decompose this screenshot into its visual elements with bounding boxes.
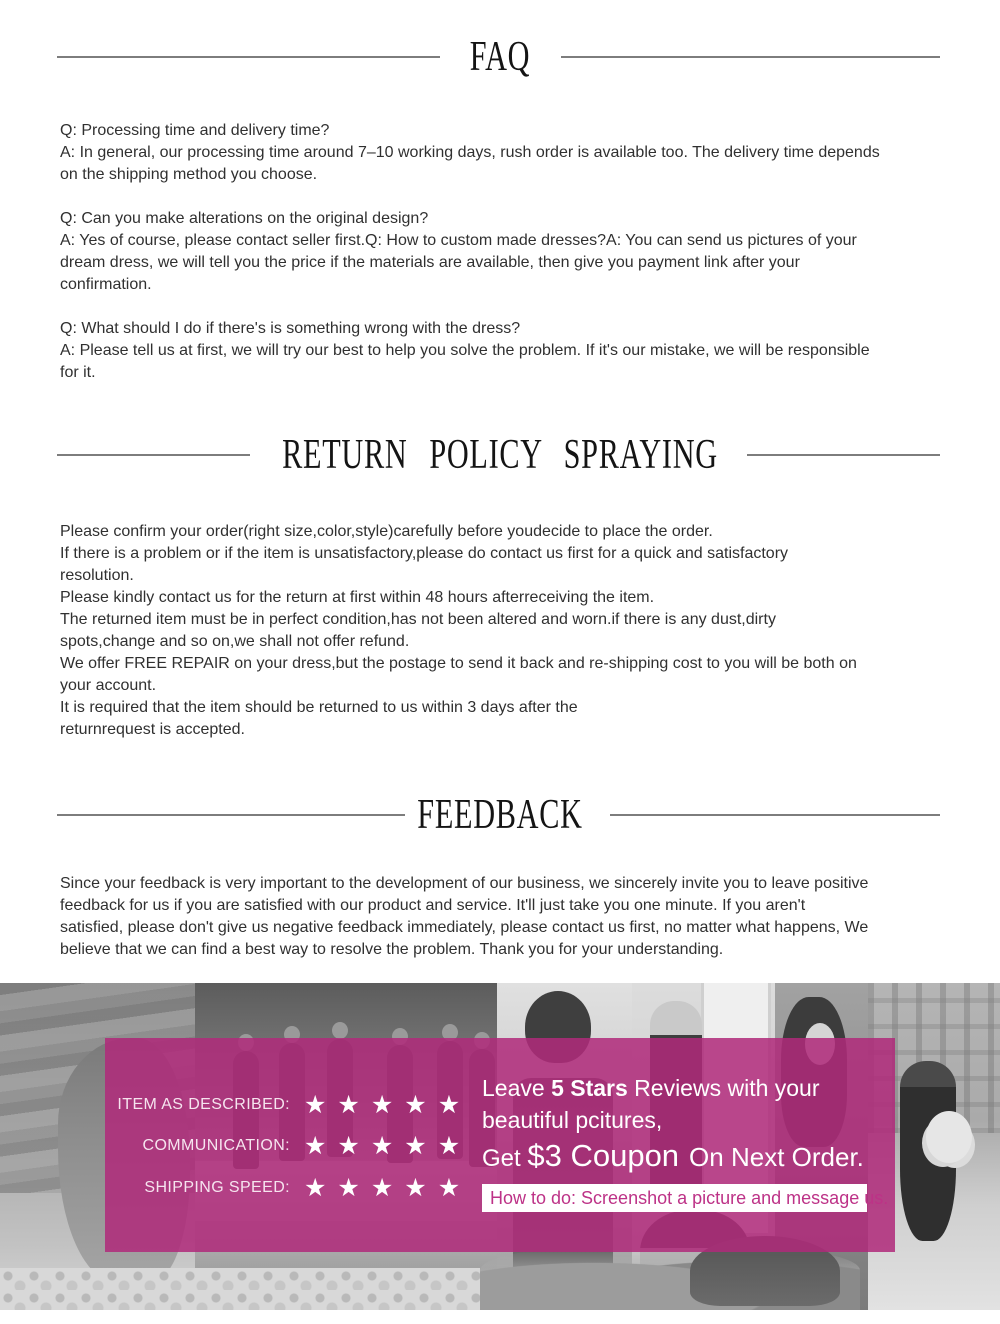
- coupon-amount: $3 Coupon: [527, 1138, 680, 1173]
- text-line: your account.: [60, 677, 157, 694]
- star-icon: ★: [304, 1091, 338, 1119]
- divider-line: [561, 56, 940, 58]
- star-icon: ★: [404, 1174, 438, 1202]
- five-star-rating: [304, 1090, 471, 1120]
- promo-text: Reviews with your: [627, 1075, 820, 1101]
- text-line: A: In general, our processing time around 7–10 working days, rush order is available too. The delivery time depends: [60, 144, 880, 161]
- divider-line: [747, 454, 940, 456]
- promo-text: Get: [482, 1145, 528, 1172]
- star-icon: ★: [370, 1174, 405, 1202]
- text-line: believe that we can find a best way to resolve the problem. Thank you for your understanding.: [60, 941, 724, 958]
- return-policy-text: [60, 521, 857, 741]
- text-line: Q: What should I do if there's is something wrong with the dress?: [60, 320, 521, 337]
- review-overlay-panel: [105, 1038, 895, 1252]
- promo-line-1: [482, 1072, 864, 1104]
- rating-row-communication: [105, 1131, 471, 1161]
- text-line: dream dress, we will tell you the price if the materials are available, then give you payment link after your: [60, 254, 800, 271]
- promo-banner: [0, 983, 1000, 1310]
- text-line: Please kindly contact us for the return at first within 48 hours afterreceiving the item.: [60, 589, 655, 606]
- pebble-ground-texture: [0, 1268, 480, 1310]
- promo-line-3: [482, 1136, 864, 1179]
- star-icon: ★: [437, 1091, 472, 1119]
- rating-row-item-as-described: [105, 1090, 471, 1120]
- star-icon: ★: [404, 1132, 438, 1160]
- feedback-text: [60, 873, 868, 961]
- star-icon: ★: [370, 1091, 405, 1119]
- faq-paragraph-2: [60, 208, 857, 296]
- star-icon: ★: [337, 1091, 371, 1119]
- howto-instruction-box: How to do: Screenshot a picture and message us.: [482, 1184, 867, 1212]
- text-line: Please confirm your order(right size,color,style)carefully before youdecide to place the order.: [60, 523, 713, 540]
- text-line: feedback for us if you are satisfied with our product and service. It'll just take you one minute. If you aren't: [60, 897, 806, 914]
- promo-line-2: beautiful pcitures,: [482, 1107, 663, 1133]
- return-policy-heading: [0, 433, 1000, 479]
- text-line: A: Please tell us at first, we will try our best to help you solve the problem. If it's our mistake, we will be responsible: [60, 342, 870, 359]
- divider-line: [57, 454, 250, 456]
- text-line: Since your feedback is very important to the development of our business, we sincerely invite you to leave positive: [60, 875, 869, 892]
- text-line: A: Yes of course, please contact seller first.Q: How to custom made dresses?A: You can send us pictures of your: [60, 232, 857, 249]
- bouquet-shape: [926, 1111, 972, 1163]
- return-policy-title: RETURN POLICY SPRAYING: [282, 432, 718, 478]
- text-line: resolution.: [60, 567, 134, 584]
- text-line: on the shipping method you choose.: [60, 166, 318, 183]
- text-line: returnrequest is accepted.: [60, 721, 245, 738]
- faq-paragraph-3: [60, 318, 870, 384]
- star-icon: ★: [304, 1132, 338, 1160]
- divider-line: [57, 814, 405, 816]
- text-line: Q: Can you make alterations on the original design?: [60, 210, 429, 227]
- star-icon: ★: [437, 1174, 472, 1202]
- text-line: We offer FREE REPAIR on your dress,but the postage to send it back and re-shipping cost to you will be both on: [60, 655, 857, 672]
- rating-label: SHIPPING SPEED:: [144, 1179, 290, 1196]
- text-line: If there is a problem or if the item is unsatisfactory,please do contact us first for a quick and satisfactory: [60, 545, 789, 562]
- divider-line: [610, 814, 940, 816]
- faq-paragraph-1: [60, 120, 880, 186]
- promo-text: Leave: [482, 1075, 552, 1101]
- promo-message: [482, 1072, 864, 1179]
- text-line: It is required that the item should be returned to us within 3 days after the: [60, 699, 578, 716]
- star-icon: ★: [337, 1132, 371, 1160]
- text-line: spots,change and so on,we shall not offer refund.: [60, 633, 410, 650]
- text-line: confirmation.: [60, 276, 152, 293]
- faq-title: FAQ: [469, 34, 531, 80]
- rating-label: COMMUNICATION:: [142, 1137, 290, 1154]
- star-icon: ★: [404, 1091, 438, 1119]
- divider-line: [57, 56, 440, 58]
- rating-label: ITEM AS DESCRIBED:: [117, 1096, 290, 1113]
- text-line: Q: Processing time and delivery time?: [60, 122, 330, 139]
- promo-text: On Next Order.: [689, 1142, 864, 1172]
- five-star-rating: [304, 1131, 471, 1161]
- star-icon: ★: [337, 1174, 371, 1202]
- promo-text-bold: 5 Stars: [551, 1075, 628, 1101]
- text-line: satisfied, please don't give us negative feedback immediately, please contact us first, no matter what happens, We: [60, 919, 869, 936]
- text-line: The returned item must be in perfect condition,has not been altered and worn.if there is any dust,dirty: [60, 611, 776, 628]
- star-icon: ★: [370, 1132, 405, 1160]
- star-icon: ★: [437, 1132, 472, 1160]
- five-star-rating: [304, 1173, 471, 1203]
- star-icon: ★: [304, 1174, 338, 1202]
- faq-heading: [0, 35, 1000, 81]
- rating-row-shipping-speed: [105, 1173, 471, 1203]
- text-line: for it.: [60, 364, 96, 381]
- feedback-title: FEEDBACK: [417, 792, 583, 838]
- feedback-heading: [0, 793, 1000, 839]
